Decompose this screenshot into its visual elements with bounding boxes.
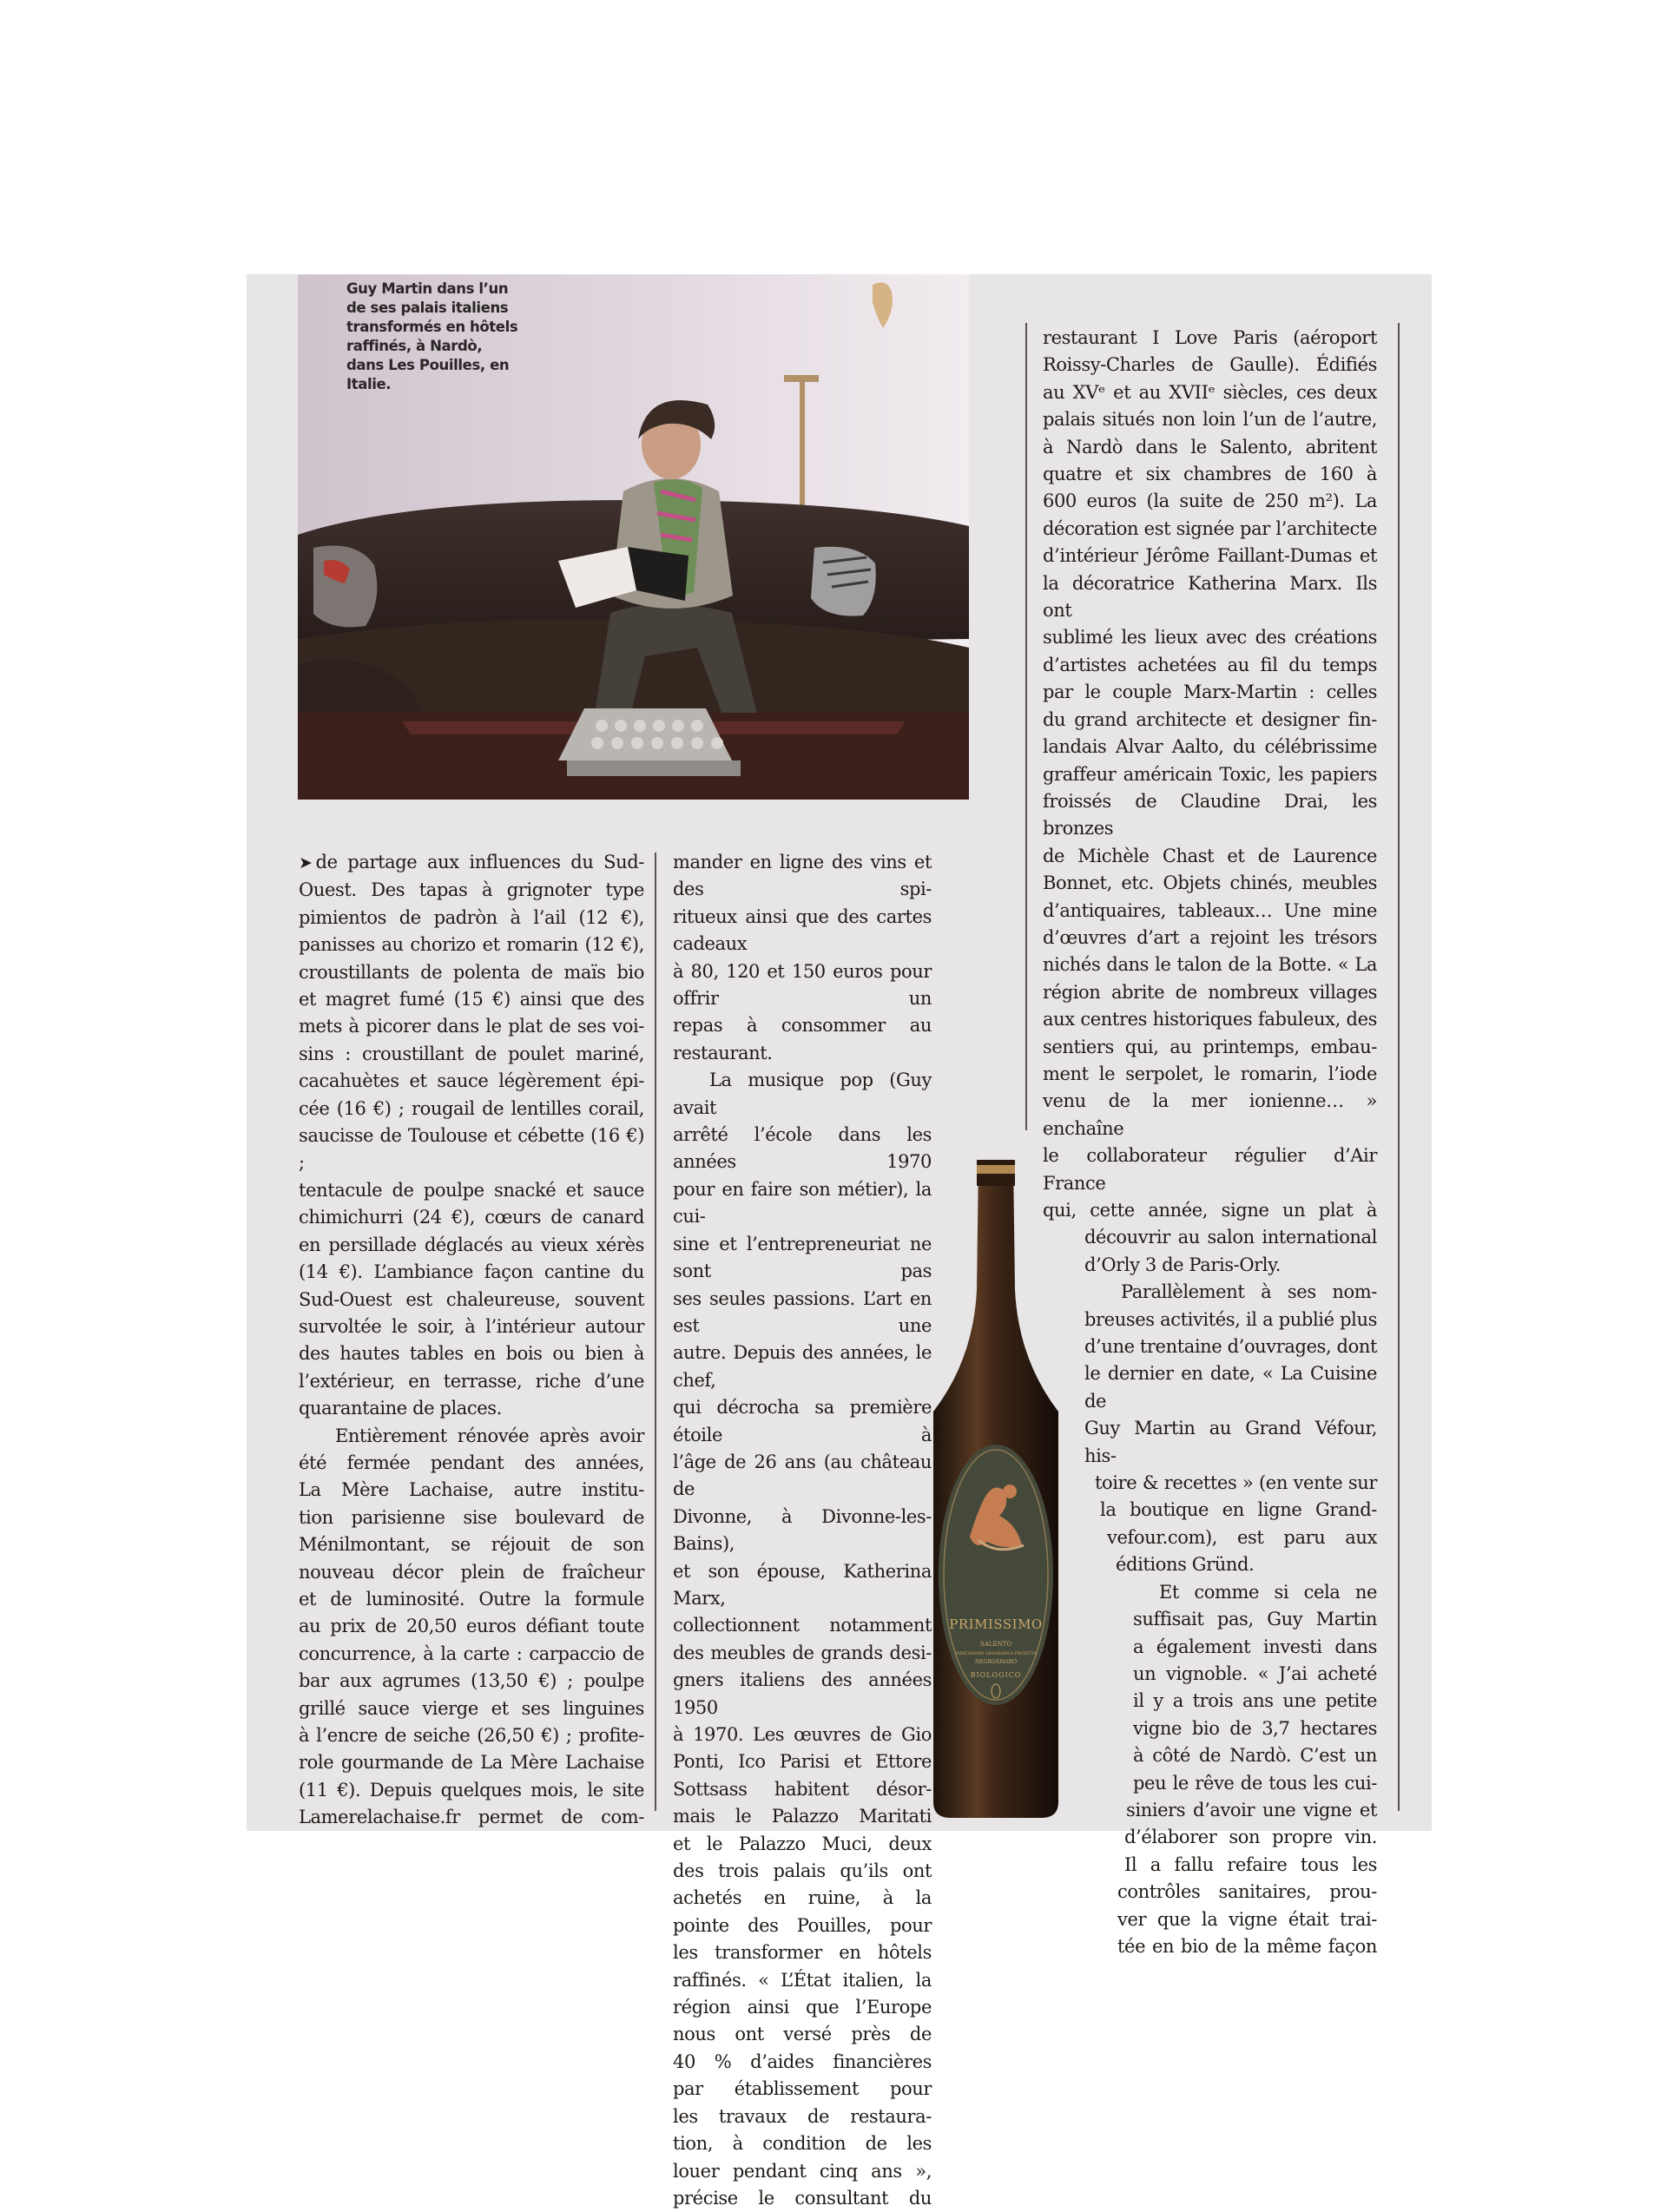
text-line: panisses au chorizo et romarin (12 €), bbox=[299, 934, 644, 956]
column-rule bbox=[1025, 323, 1027, 1130]
text-line: les transformer en hôtels bbox=[673, 1942, 932, 1964]
text-line: contrôles sanitaires, prou- bbox=[1117, 1881, 1377, 1903]
text-line: des meubles de grands desi- bbox=[673, 1642, 932, 1663]
text-line: 600 euros (la suite de 250 m²). La bbox=[1043, 490, 1377, 512]
text-line: Ponti, Ico Parisi et Ettore bbox=[673, 1751, 932, 1773]
text-line: Bonnet, etc. Objets chinés, meubles bbox=[1043, 872, 1377, 894]
wine-bottle-graphic bbox=[928, 1160, 1064, 1820]
text-line: vigne bio de 3,7 hectares bbox=[1133, 1717, 1377, 1739]
text-line: nichés dans le talon de la Botte. « La bbox=[1043, 954, 1377, 976]
bottle-region: SALENTO bbox=[979, 1641, 1012, 1648]
text-line: à 1970. Les œuvres de Gio bbox=[673, 1724, 932, 1745]
text-line: collectionnent notamment bbox=[673, 1615, 932, 1636]
continuation-arrow-icon: ➤ bbox=[299, 853, 313, 872]
text-line: (11 €). Depuis quelques mois, le site bbox=[299, 1779, 644, 1801]
text-line: et de luminosité. Outre la formule bbox=[299, 1588, 644, 1610]
text-line: quatre et six chambres de 160 à bbox=[1043, 464, 1377, 485]
wine-bottle-image bbox=[928, 1160, 1064, 1820]
text-line: nous ont versé près de bbox=[673, 2024, 932, 2045]
column-rule bbox=[655, 853, 656, 1811]
text-line: pointe des Pouilles, pour bbox=[673, 1914, 932, 1936]
text-line: un vignoble. « J’ai acheté bbox=[1133, 1662, 1377, 1684]
text-line: des trois palais qu’ils ont bbox=[673, 1860, 932, 1882]
text-line: en persillade déglacés au vieux xérès bbox=[299, 1234, 644, 1255]
text-line: croustillants de polenta de maïs bio bbox=[299, 961, 644, 983]
bottle-brand: PRIMISSIMO bbox=[949, 1616, 1043, 1632]
text-line: sins : croustillant de poulet mariné, bbox=[299, 1043, 644, 1064]
text-line: pimientos de padròn à l’ail (12 €), bbox=[299, 906, 644, 928]
magazine-page bbox=[247, 274, 1432, 2209]
text-line: tion, à condition de les bbox=[673, 2133, 932, 2155]
text-line: précise le consultant du bbox=[673, 2187, 932, 2209]
text-line: concurrence, à la carte : carpaccio de bbox=[299, 1643, 644, 1664]
text-line: suffisait pas, Guy Martin bbox=[1133, 1609, 1377, 1630]
text-line: mander en ligne des vins et des spi- bbox=[673, 852, 932, 900]
text-line: chimichurri (24 €), cœurs de canard bbox=[299, 1207, 644, 1228]
text-line: a également investi dans bbox=[1133, 1636, 1377, 1657]
text-line: nouveau décor plein de fraîcheur bbox=[299, 1561, 644, 1583]
text-line: du grand architecte et designer fin- bbox=[1043, 708, 1377, 730]
text-line: Sottsass habitent désor- bbox=[673, 1778, 932, 1800]
text-line: région ainsi que l’Europe bbox=[673, 1997, 932, 2018]
text-line: été fermée pendant des années, bbox=[299, 1452, 644, 1473]
text-line: d’intérieur Jérôme Faillant-Dumas et bbox=[1043, 545, 1377, 567]
text-line: ment le serpolet, le romarin, l’iode bbox=[1043, 1063, 1377, 1084]
text-line: autre. Depuis des années, le chef, bbox=[673, 1342, 932, 1391]
bottle-grape: NEGROAMARO bbox=[974, 1659, 1018, 1665]
text-line: au XVᵉ et au XVIIᵉ siècles, ces deux bbox=[1043, 381, 1377, 403]
text-line: tée en bio de la même façon bbox=[1117, 1935, 1377, 1957]
text-line: l’extérieur, en terrasse, riche d’une bbox=[299, 1370, 644, 1392]
text-line: région abrite de nombreux villages bbox=[1043, 981, 1377, 1003]
text-line: tentacule de poulpe snacké et sauce bbox=[299, 1179, 644, 1201]
text-line: tion parisienne sise boulevard de bbox=[299, 1506, 644, 1528]
text-line: la décoratrice Katherina Marx. Ils ont bbox=[1043, 572, 1377, 622]
text-line: Sud-Ouest est chaleureuse, souvent bbox=[299, 1288, 644, 1310]
text-line: cée (16 €) ; rougail de lentilles corail, bbox=[299, 1097, 644, 1119]
text-line: à Nardò dans le Salento, abritent bbox=[1043, 436, 1377, 458]
text-line: ritueux ainsi que des cartes cadeaux bbox=[673, 905, 932, 955]
text-line: d’une trentaine d’ouvrages, dont bbox=[1084, 1336, 1377, 1358]
text-column-2 bbox=[673, 849, 932, 2212]
text-line: 40 % d’aides financières bbox=[673, 2051, 932, 2072]
text-line: il y a trois ans une petite bbox=[1133, 1690, 1377, 1712]
text-line: mais le Palazzo Maritati bbox=[673, 1806, 932, 1827]
text-line: des hautes tables en bois ou bien à bbox=[299, 1343, 644, 1365]
text-line: les travaux de restaura- bbox=[673, 2105, 932, 2127]
text-line: ➤ de partage aux influences du Sud- bbox=[299, 852, 644, 872]
text-line: par établissement pour bbox=[673, 2078, 932, 2100]
text-line: cacahuètes et sauce légèrement épi- bbox=[299, 1070, 644, 1092]
text-line: sine et l’entrepreneuriat ne sont pas bbox=[673, 1233, 932, 1282]
text-line: Parallèlement à ses nom- bbox=[1121, 1281, 1377, 1303]
text-line: et magret fumé (15 €) ainsi que des bbox=[299, 989, 644, 1011]
text-line: à 80, 120 et 150 euros pour offrir un bbox=[673, 960, 932, 1010]
text-line: de Michèle Chast et de Laurence bbox=[1043, 845, 1377, 866]
text-line: qui décrocha sa première étoile à bbox=[673, 1397, 932, 1445]
text-column-3 bbox=[1043, 325, 1377, 1960]
text-line: siniers d’avoir une vigne et bbox=[1126, 1799, 1377, 1820]
text-line: bar aux agrumes (13,50 €) ; poulpe bbox=[299, 1670, 644, 1692]
text-line: pour en faire son métier), la cui- bbox=[673, 1178, 932, 1228]
text-line: arrêté l’école dans les années 1970 bbox=[673, 1124, 932, 1173]
text-line: mets à picorer dans le plat de ses voi- bbox=[299, 1016, 644, 1037]
text-line: survoltée le soir, à l’intérieur autour bbox=[299, 1315, 644, 1337]
text-line: Et comme si cela ne bbox=[1159, 1581, 1377, 1603]
text-line: Il a fallu refaire tous les bbox=[1124, 1853, 1377, 1875]
text-column-1 bbox=[299, 849, 644, 1832]
text-line: palais situés non loin l’un de l’autre, bbox=[1043, 409, 1377, 431]
text-line: Entièrement rénovée après avoir bbox=[335, 1425, 644, 1446]
text-line: froissés de Claudine Drai, les bronzes bbox=[1043, 790, 1377, 839]
text-line: Guy Martin au Grand Véfour, his- bbox=[1084, 1418, 1377, 1466]
bottle-designation: INDICAZIONE GEOGRAFICA PROTETTA bbox=[954, 1652, 1038, 1656]
text-line: découvrir au salon international bbox=[1084, 1227, 1377, 1248]
text-line: saucisse de Toulouse et cébette (16 €) ; bbox=[299, 1125, 644, 1174]
text-line: et son épouse, Katherina Marx, bbox=[673, 1560, 932, 1609]
text-line: au prix de 20,50 euros défiant toute bbox=[299, 1616, 644, 1637]
text-line: breuses activités, il a publié plus bbox=[1084, 1308, 1377, 1330]
text-line: d’œuvres d’art a rejoint les trésors bbox=[1043, 926, 1377, 948]
text-line: vefour.com), est paru aux bbox=[1107, 1526, 1377, 1548]
photo-guy-martin bbox=[298, 274, 969, 800]
text-line: La musique pop (Guy avait bbox=[673, 1070, 932, 1118]
text-line: et le Palazzo Muci, deux bbox=[673, 1833, 932, 1854]
text-line: sublimé les lieux avec des créations bbox=[1043, 627, 1377, 648]
text-line: achetés en ruine, à la bbox=[673, 1887, 932, 1909]
text-line: peu le rêve de tous les cui- bbox=[1133, 1772, 1377, 1794]
text-line: restaurant I Love Paris (aéroport bbox=[1043, 327, 1377, 348]
text-line: louer pendant cinq ans », bbox=[673, 2160, 932, 2182]
text-line: Ouest. Des tapas à grignoter type bbox=[299, 879, 644, 901]
text-line: d’antiquaires, tableaux… Une mine bbox=[1043, 899, 1377, 921]
text-line: ses seules passions. L’art en est une bbox=[673, 1287, 932, 1336]
text-line: ver que la vigne était trai- bbox=[1117, 1908, 1377, 1930]
text-line: graffeur américain Toxic, les papiers bbox=[1043, 763, 1377, 785]
text-line: raffinés. « L’État italien, la bbox=[673, 1969, 932, 1991]
text-line: aux centres historiques fabuleux, des bbox=[1043, 1009, 1377, 1030]
text-line: éditions Gründ. bbox=[1116, 1554, 1255, 1576]
text-line: La Mère Lachaise, autre institu- bbox=[299, 1479, 644, 1501]
text-line: décoration est signée par l’architecte bbox=[1043, 517, 1377, 539]
text-line: Lamerelachaise.fr permet de com- bbox=[299, 1807, 644, 1828]
text-line: (14 €). L’ambiance façon cantine du bbox=[299, 1261, 644, 1283]
text-line: l’âge de 26 ans (au château de bbox=[673, 1451, 932, 1500]
text-line: gners italiens des années 1950 bbox=[673, 1669, 932, 1718]
text-line: le collaborateur régulier d’Air France bbox=[1043, 1145, 1377, 1194]
text-line: d’artistes achetées au fil du temps bbox=[1043, 654, 1377, 675]
text-line: par le couple Marx-Martin : celles bbox=[1043, 681, 1377, 703]
text-line: venu de la mer ionienne… » enchaîne bbox=[1043, 1090, 1377, 1139]
text-line: qui, cette année, signe un plat à bbox=[1043, 1200, 1377, 1221]
bottle-bio: BIOLOGICO bbox=[970, 1671, 1022, 1679]
text-line: repas à consommer au restaurant. bbox=[673, 1015, 932, 1063]
column-rule bbox=[1398, 323, 1400, 1811]
text-line: d’élaborer son propre vin. bbox=[1124, 1827, 1377, 1848]
text-line: à l’encre de seiche (26,50 €) ; profite- bbox=[299, 1725, 644, 1746]
text-line: à côté de Nardò. C’est un bbox=[1133, 1745, 1377, 1767]
text-line: la boutique en ligne Grand- bbox=[1100, 1499, 1377, 1521]
text-line: Ménilmontant, se réjouit de son bbox=[299, 1534, 644, 1556]
text-line: toire & recettes » (en vente sur bbox=[1095, 1472, 1377, 1494]
text-line: grillé sauce vierge et ses linguines bbox=[299, 1697, 644, 1719]
text-line: Roissy-Charles de Gaulle). Édifiés bbox=[1043, 354, 1377, 376]
text-line: sentiers qui, au printemps, embau- bbox=[1043, 1036, 1377, 1057]
text-line: le dernier en date, « La Cuisine de bbox=[1084, 1363, 1377, 1412]
photo-caption: Guy Martin dans l’un de ses palais italiens transformés en hôtels raffinés, à Nardò, dans Les Pouilles, en Italie. bbox=[346, 280, 518, 392]
text-line: quarantaine de places. bbox=[299, 1398, 502, 1419]
text-line: role gourmande de La Mère Lachaise bbox=[299, 1752, 644, 1774]
text-line: Divonne, à Divonne-les-Bains), bbox=[673, 1505, 932, 1555]
text-line: landais Alvar Aalto, du célébrissime bbox=[1043, 736, 1377, 758]
text-line: d’Orly 3 de Paris-Orly. bbox=[1084, 1254, 1282, 1275]
